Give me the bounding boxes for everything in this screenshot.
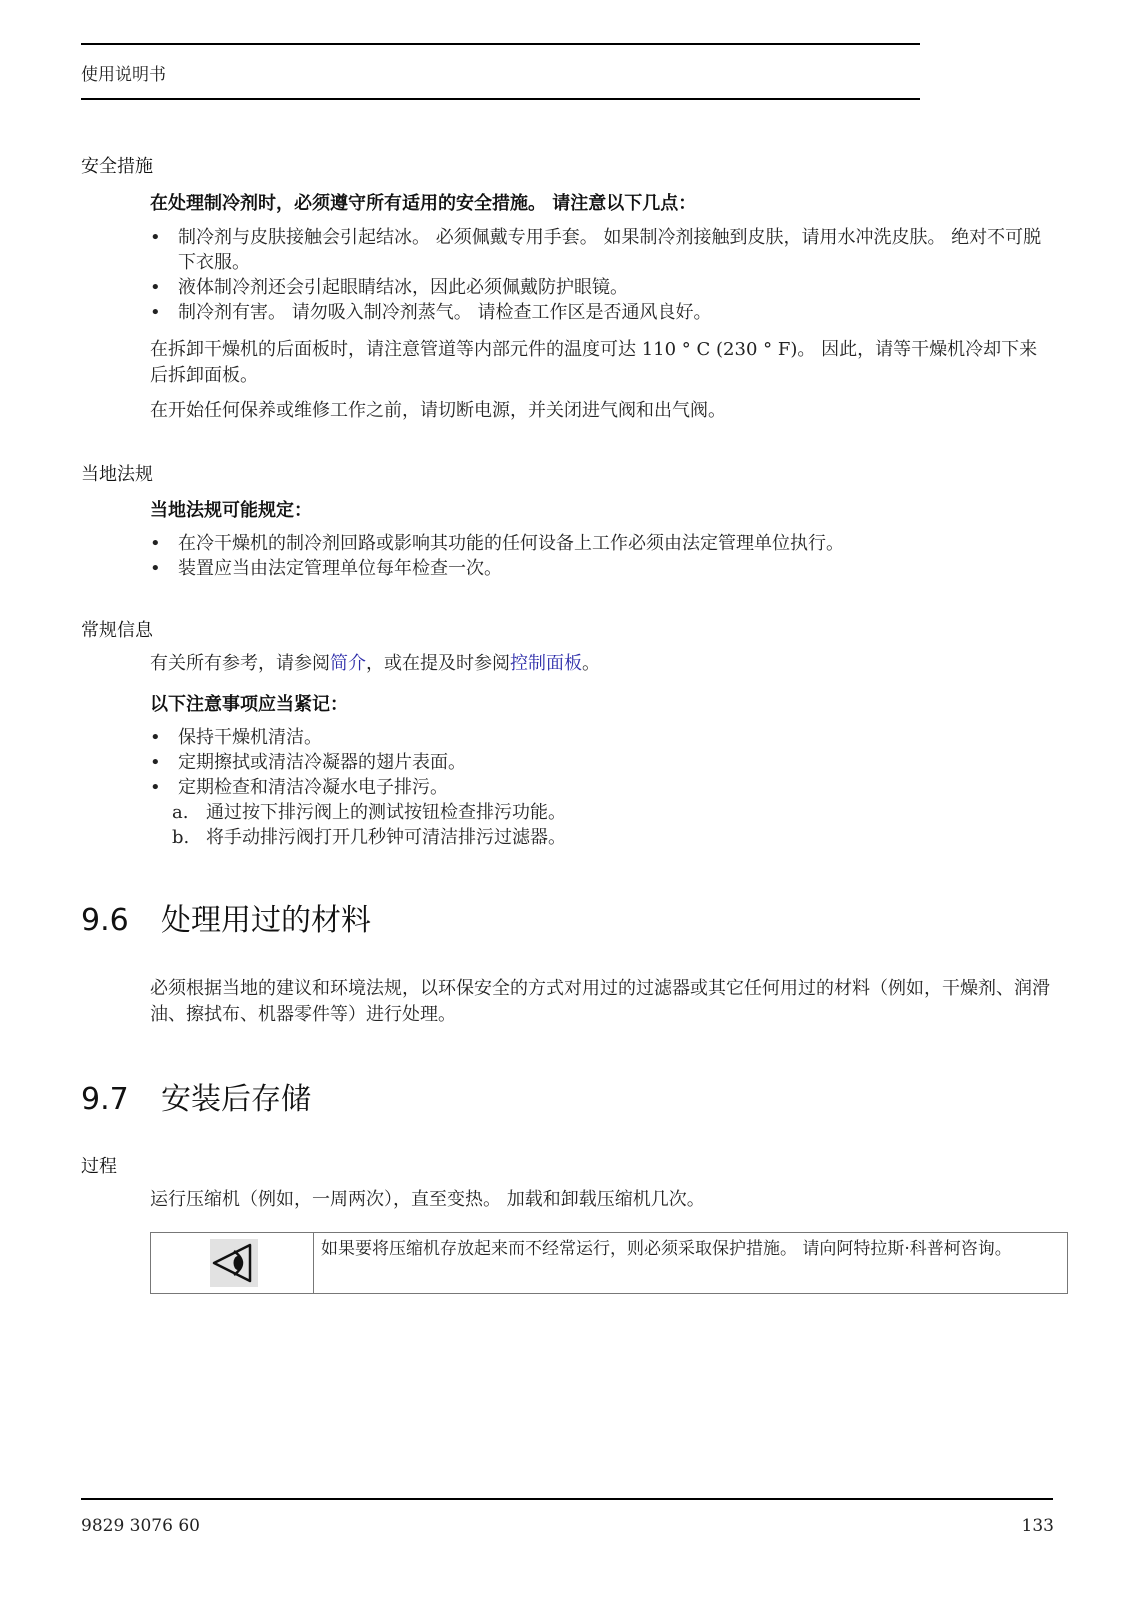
list-item-text: 制冷剂与皮肤接触会引起结冰。 必须佩戴专用手套。 如果制冷剂接触到皮肤，请用水冲洗皮肤。 绝对不可脱下衣服。 — [178, 227, 1042, 273]
list-item — [172, 825, 566, 850]
note-icon-cell — [151, 1233, 314, 1293]
reference-middle: ，或在提及时参阅 — [366, 653, 510, 674]
list-marker: b. — [172, 827, 190, 848]
eye-note-icon — [210, 1239, 258, 1287]
list-item-text: 将手动排污阀打开几秒钟可清洁排污过滤器。 — [206, 827, 566, 848]
list-item-text: 液体制冷剂还会引起眼睛结冰，因此必须佩戴防护眼镜。 — [178, 277, 628, 298]
section-9-7-heading — [81, 1074, 311, 1118]
list-item: • 定期擦拭或清洁冷凝器的翅片表面。 — [150, 752, 466, 773]
safety-heading: 安全措施 — [81, 156, 153, 177]
list-item-text: 定期检查和清洁冷凝水电子排污。 — [178, 777, 448, 798]
page-number: 133 — [1021, 1516, 1054, 1536]
list-item-text: 在冷干燥机的制冷剂回路或影响其功能的任何设备上工作必须由法定管理单位执行。 — [178, 533, 844, 554]
section-9-6-body: 必须根据当地的建议和环境法规，以环保安全的方式对用过的过滤器或其它任何用过的材料（例如，干燥剂、润滑油、擦拭布、机器零件等）进行处理。 — [150, 978, 1050, 1025]
list-item-text: 装置应当由法定管理单位每年检查一次。 — [178, 558, 502, 579]
procedure-heading: 过程 — [81, 1156, 117, 1177]
list-item — [172, 800, 566, 825]
list-item: • 保持干燥机清洁。 — [150, 727, 322, 748]
link-introduction[interactable]: 简介 — [330, 653, 366, 674]
list-marker: a. — [172, 802, 189, 823]
list-item-text: 制冷剂有害。 请勿吸入制冷剂蒸气。 请检查工作区是否通风良好。 — [178, 302, 712, 323]
safety-bullet-list — [150, 225, 1050, 325]
note-text: 如果要将压缩机存放起来而不经常运行，则必须采取保护措施。 请向阿特拉斯·科普柯咨询。 — [321, 1239, 1012, 1259]
list-item: • 装置应当由法定管理单位每年检查一次。 — [150, 558, 502, 579]
header-top-rule — [81, 43, 920, 45]
list-item: • 液体制冷剂还会引起眼睛结冰，因此必须佩戴防护眼镜。 — [150, 277, 628, 298]
section-title: 安装后存储 — [161, 1082, 311, 1117]
section-number: 9.6 — [81, 903, 129, 938]
general-bullet-list — [150, 725, 1050, 800]
regulations-intro: 当地法规可能规定： — [150, 500, 312, 521]
note-box — [150, 1232, 1068, 1294]
section-9-6-heading — [81, 895, 371, 939]
list-item-text: 保持干燥机清洁。 — [178, 727, 322, 748]
reference-suffix: 。 — [582, 653, 600, 674]
regulations-heading: 当地法规 — [81, 464, 153, 485]
list-item-text: 通过按下排污阀上的测试按钮检查排污功能。 — [206, 802, 566, 823]
general-heading: 常规信息 — [81, 620, 153, 641]
safety-intro: 在处理制冷剂时，必须遵守所有适用的安全措施。 请注意以下几点： — [150, 193, 697, 214]
list-item: • 定期检查和清洁冷凝水电子排污。 — [150, 777, 448, 798]
list-item: • 制冷剂与皮肤接触会引起结冰。 必须佩戴专用手套。 如果制冷剂接触到皮肤，请用水冲洗皮肤。 绝对不可脱下衣服。 — [150, 227, 1042, 273]
section-number: 9.7 — [81, 1082, 129, 1117]
header-bottom-rule — [81, 98, 920, 100]
document-number: 9829 3076 60 — [81, 1516, 200, 1536]
safety-paragraph-temperature: 在拆卸干燥机的后面板时，请注意管道等内部元件的温度可达 110 ° C (230 ° F)。 因此，请等干燥机冷却下来后拆卸面板。 — [150, 339, 1038, 386]
header-title: 使用说明书 — [81, 65, 166, 85]
general-intro: 以下注意事项应当紧记： — [150, 694, 348, 715]
reference-prefix: 有关所有参考，请参阅 — [150, 653, 330, 674]
list-item-text: 定期擦拭或清洁冷凝器的翅片表面。 — [178, 752, 466, 773]
link-control-panel[interactable]: 控制面板 — [510, 653, 582, 674]
procedure-body: 运行压缩机（例如，一周两次），直至变热。 加载和卸载压缩机几次。 — [150, 1189, 705, 1210]
general-reference-paragraph — [150, 651, 1050, 677]
list-item: • 制冷剂有害。 请勿吸入制冷剂蒸气。 请检查工作区是否通风良好。 — [150, 302, 712, 323]
safety-paragraph-power: 在开始任何保养或维修工作之前，请切断电源，并关闭进气阀和出气阀。 — [150, 400, 726, 421]
list-item: • 在冷干燥机的制冷剂回路或影响其功能的任何设备上工作必须由法定管理单位执行。 — [150, 533, 844, 554]
regulations-bullet-list — [150, 531, 1050, 581]
footer-rule — [81, 1498, 1053, 1500]
section-title: 处理用过的材料 — [161, 903, 371, 938]
general-sub-list — [172, 800, 566, 850]
